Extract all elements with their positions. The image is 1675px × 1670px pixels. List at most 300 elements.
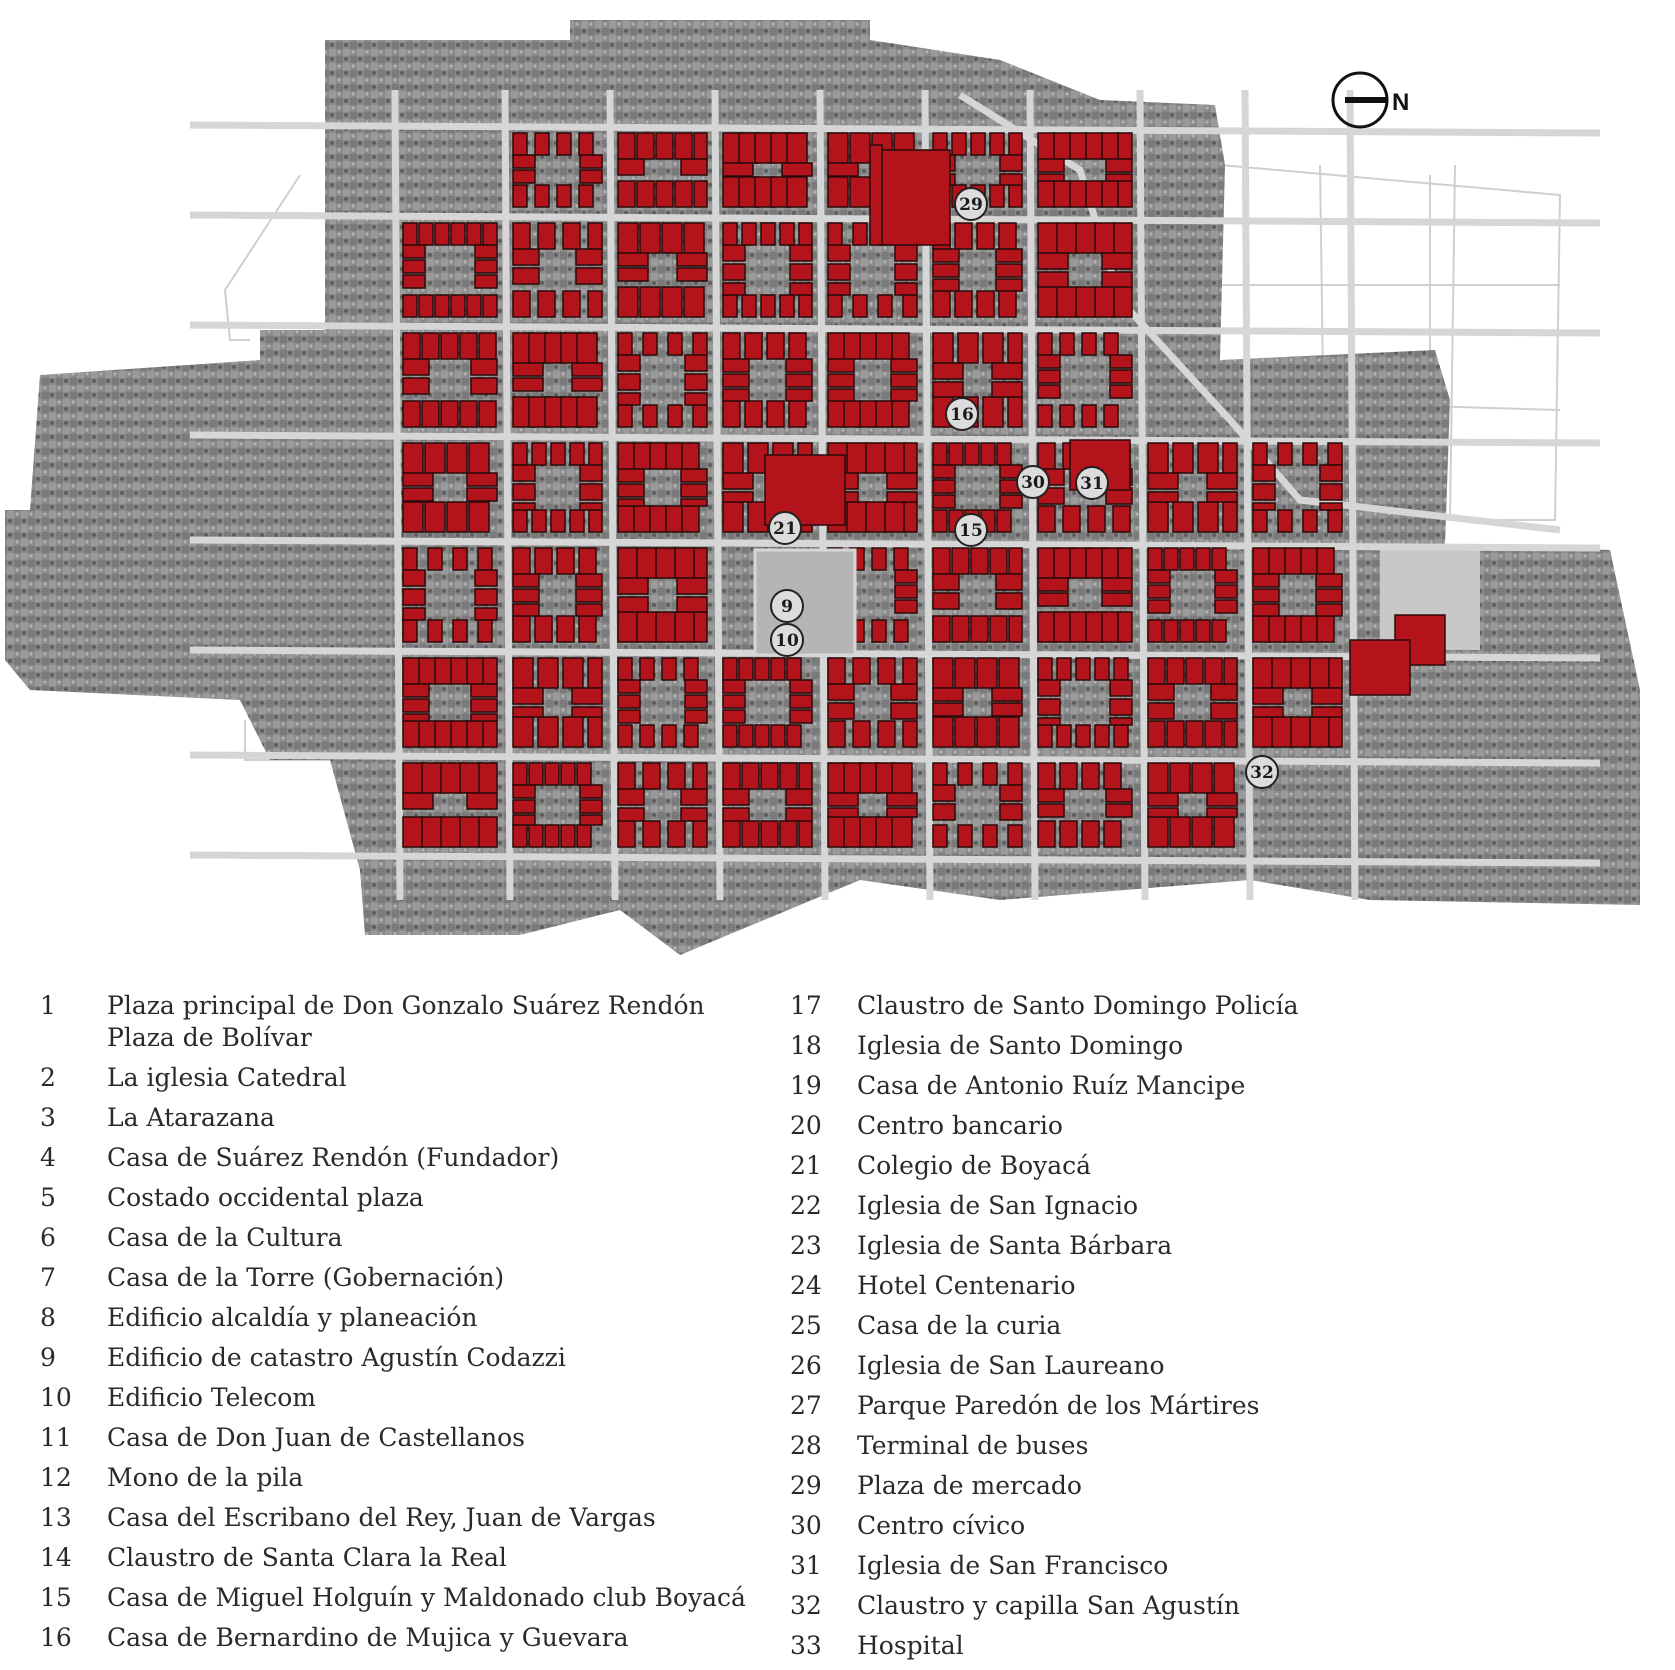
legend-item-number: 9 xyxy=(40,1343,56,1372)
marker-label-30: 30 xyxy=(1021,473,1045,493)
building xyxy=(618,443,635,469)
building xyxy=(1192,763,1212,793)
building xyxy=(618,181,635,207)
building xyxy=(1196,620,1210,642)
legend-item xyxy=(40,1062,760,1094)
building xyxy=(403,548,417,570)
legend-item-number: 27 xyxy=(790,1391,822,1420)
building xyxy=(933,279,959,291)
building xyxy=(618,499,644,506)
building xyxy=(403,620,417,642)
building xyxy=(1285,616,1302,642)
building xyxy=(693,333,707,355)
building xyxy=(723,163,753,176)
building xyxy=(572,363,602,376)
building xyxy=(1110,680,1132,696)
legend-item xyxy=(790,1110,1590,1142)
building xyxy=(983,397,1003,427)
building xyxy=(513,249,539,265)
legend-item-line: Casa de Antonio Ruíz Mancipe xyxy=(857,1071,1246,1100)
building xyxy=(618,612,638,642)
building xyxy=(933,443,947,465)
building xyxy=(891,684,917,700)
building xyxy=(545,763,559,785)
building xyxy=(955,223,972,249)
legend-item-number: 14 xyxy=(40,1543,72,1572)
building xyxy=(460,817,480,847)
building xyxy=(681,499,707,506)
building xyxy=(1057,223,1077,253)
building xyxy=(1038,680,1060,696)
building xyxy=(981,443,995,465)
legend-item xyxy=(40,1422,760,1454)
building xyxy=(828,283,850,295)
building xyxy=(1038,821,1055,847)
building xyxy=(1118,181,1132,207)
building xyxy=(681,789,707,805)
building xyxy=(799,763,812,789)
building xyxy=(1212,620,1226,642)
legend-item-number: 28 xyxy=(790,1431,822,1460)
building xyxy=(577,763,591,785)
building xyxy=(403,333,420,359)
building xyxy=(996,249,1022,262)
building xyxy=(1104,763,1121,789)
building xyxy=(895,600,917,613)
legend-item xyxy=(790,1630,1590,1662)
building xyxy=(513,185,527,207)
building xyxy=(618,680,640,693)
building xyxy=(887,492,917,502)
building xyxy=(694,612,707,642)
legend-item-number: 1 xyxy=(40,991,56,1020)
building xyxy=(780,223,794,245)
building xyxy=(469,443,489,473)
legend-item-line: Plaza de Bolívar xyxy=(107,1023,312,1052)
building xyxy=(579,548,596,574)
building xyxy=(799,223,812,245)
building xyxy=(1114,287,1132,317)
building xyxy=(771,725,785,747)
building xyxy=(1207,808,1237,817)
legend-item xyxy=(40,1222,760,1254)
building xyxy=(1320,484,1342,500)
building xyxy=(1312,707,1342,717)
building xyxy=(435,658,452,684)
building xyxy=(828,223,842,245)
building xyxy=(1148,473,1178,489)
building xyxy=(1253,510,1267,532)
building xyxy=(1070,181,1087,207)
building xyxy=(637,548,657,578)
building xyxy=(755,725,769,747)
building xyxy=(1063,506,1080,532)
building xyxy=(885,502,905,532)
building xyxy=(828,245,850,261)
building xyxy=(513,378,543,391)
building xyxy=(535,185,549,207)
building xyxy=(1148,658,1165,684)
building xyxy=(723,789,749,805)
building xyxy=(1082,763,1099,789)
building xyxy=(618,405,632,427)
building xyxy=(894,548,908,570)
building xyxy=(551,510,565,532)
building xyxy=(891,389,917,401)
building xyxy=(992,382,1022,397)
building xyxy=(1060,821,1077,847)
building xyxy=(694,133,707,159)
building xyxy=(1186,658,1203,684)
building xyxy=(513,574,539,587)
legend-item xyxy=(40,1142,760,1174)
building xyxy=(561,763,575,785)
building xyxy=(475,275,497,288)
building xyxy=(643,763,660,789)
building xyxy=(685,680,707,693)
legend-item-label xyxy=(857,1510,1590,1542)
building xyxy=(850,177,870,207)
building xyxy=(1114,658,1128,680)
building xyxy=(650,506,667,532)
building xyxy=(403,359,429,375)
street xyxy=(715,90,720,900)
building xyxy=(933,616,950,642)
building xyxy=(637,612,657,642)
building xyxy=(618,287,638,317)
building xyxy=(668,405,682,427)
building xyxy=(640,223,660,253)
building xyxy=(577,825,591,847)
building xyxy=(853,658,870,684)
building xyxy=(662,658,676,680)
building xyxy=(1102,253,1132,269)
building xyxy=(643,333,657,355)
building xyxy=(475,570,497,586)
legend-item-label xyxy=(107,1062,760,1094)
building xyxy=(828,793,858,806)
legend-item-number: 24 xyxy=(790,1271,822,1300)
building xyxy=(761,821,778,847)
building xyxy=(958,763,972,785)
legend-item xyxy=(790,1070,1590,1102)
legend-item-line: Casa de la Cultura xyxy=(107,1223,343,1252)
building xyxy=(767,333,784,359)
legend-item-number: 7 xyxy=(40,1263,56,1292)
building xyxy=(761,295,775,317)
marker-label-16: 16 xyxy=(950,405,974,425)
building xyxy=(1272,717,1292,747)
building xyxy=(990,185,1004,207)
legend-item-line: Parque Paredón de los Mártires xyxy=(857,1391,1260,1420)
building xyxy=(684,223,704,253)
building xyxy=(577,397,597,427)
building xyxy=(828,401,845,427)
building xyxy=(662,287,682,317)
building xyxy=(675,181,692,207)
building xyxy=(579,616,596,642)
legend-item-label xyxy=(107,1222,760,1254)
building xyxy=(588,658,602,688)
legend-item xyxy=(40,1262,760,1294)
building xyxy=(1329,717,1342,747)
building xyxy=(1000,155,1022,171)
building xyxy=(1253,465,1275,481)
building xyxy=(933,785,955,801)
building xyxy=(1148,703,1174,719)
building xyxy=(1057,725,1071,747)
building xyxy=(996,593,1022,609)
building xyxy=(1038,699,1060,715)
building xyxy=(580,465,602,481)
legend-item-line: Casa de la curia xyxy=(857,1311,1062,1340)
building xyxy=(643,821,660,847)
building xyxy=(618,469,644,482)
building xyxy=(682,443,699,469)
building xyxy=(447,502,467,532)
building xyxy=(1148,585,1170,598)
building xyxy=(535,133,549,155)
building xyxy=(1095,223,1115,253)
building xyxy=(1038,174,1064,181)
building xyxy=(895,245,917,261)
building xyxy=(682,506,699,532)
building xyxy=(640,658,654,680)
building xyxy=(933,804,955,820)
building xyxy=(403,714,429,721)
building xyxy=(787,177,807,207)
building xyxy=(1104,405,1118,427)
building xyxy=(1148,502,1168,532)
building xyxy=(471,714,497,721)
building xyxy=(668,333,682,355)
building xyxy=(403,260,425,273)
legend-item xyxy=(790,1310,1590,1342)
building xyxy=(557,548,574,574)
building xyxy=(999,717,1019,747)
building xyxy=(789,333,806,359)
building xyxy=(618,253,648,266)
building xyxy=(618,333,632,355)
building xyxy=(1211,684,1237,700)
building xyxy=(997,510,1011,532)
building xyxy=(1170,763,1190,793)
legend-item-label xyxy=(857,1350,1590,1382)
building xyxy=(1291,717,1311,747)
legend-item xyxy=(40,1582,760,1614)
legend-item-line: Claustro y capilla San Agustín xyxy=(857,1591,1240,1620)
building xyxy=(675,133,692,159)
building xyxy=(1310,658,1330,688)
building xyxy=(1148,793,1178,806)
building xyxy=(1148,620,1162,642)
legend-item xyxy=(790,1230,1590,1262)
building xyxy=(933,510,947,532)
building xyxy=(1082,405,1096,427)
building xyxy=(419,658,436,684)
building xyxy=(1038,405,1052,427)
building xyxy=(828,808,858,817)
building xyxy=(1211,703,1237,719)
building xyxy=(589,443,602,465)
legend-item xyxy=(40,1622,760,1654)
building xyxy=(723,401,740,427)
building xyxy=(952,616,969,642)
legend-item-line: Hotel Centenario xyxy=(857,1271,1076,1300)
building xyxy=(1148,721,1165,747)
building xyxy=(513,133,527,155)
building xyxy=(1214,763,1234,793)
building xyxy=(563,223,580,249)
building xyxy=(828,389,854,401)
building xyxy=(952,548,969,574)
building xyxy=(618,597,648,612)
legend-item-label xyxy=(857,1270,1590,1302)
building xyxy=(1095,287,1115,317)
building xyxy=(755,658,769,680)
legend-item-number: 11 xyxy=(40,1423,72,1452)
legend-item-number: 21 xyxy=(790,1151,822,1180)
building xyxy=(787,725,801,747)
building xyxy=(1086,133,1103,159)
building xyxy=(666,443,683,469)
building xyxy=(513,155,535,168)
building xyxy=(483,721,497,747)
building xyxy=(656,548,676,578)
building xyxy=(878,721,895,747)
building xyxy=(513,604,539,616)
building xyxy=(1110,699,1132,715)
building xyxy=(1320,503,1342,510)
building xyxy=(933,703,963,716)
building xyxy=(1205,721,1222,747)
legend-item-number: 31 xyxy=(790,1551,822,1580)
building xyxy=(513,291,530,317)
legend-item xyxy=(40,990,760,1054)
marker-31 xyxy=(1076,467,1108,499)
building xyxy=(403,401,420,427)
building xyxy=(576,574,602,587)
building xyxy=(677,253,707,266)
building xyxy=(876,333,893,359)
building xyxy=(1106,174,1132,181)
building xyxy=(693,405,707,427)
building xyxy=(1110,385,1132,398)
building xyxy=(618,725,632,747)
building xyxy=(1253,443,1267,465)
building xyxy=(545,825,559,847)
building xyxy=(933,574,959,590)
legend-item-label xyxy=(857,990,1590,1022)
building xyxy=(1008,763,1022,785)
building xyxy=(634,506,651,532)
building xyxy=(425,502,445,532)
building xyxy=(1207,492,1237,502)
building xyxy=(694,548,707,578)
building xyxy=(618,789,644,805)
building xyxy=(589,510,602,532)
building xyxy=(471,378,497,394)
building xyxy=(467,793,497,809)
building xyxy=(786,359,812,372)
building xyxy=(1328,443,1342,465)
marker-32 xyxy=(1246,756,1278,788)
building xyxy=(513,589,539,602)
street xyxy=(1140,90,1145,900)
building xyxy=(1223,443,1237,473)
building xyxy=(1303,443,1317,465)
building xyxy=(955,291,972,317)
building xyxy=(513,825,527,847)
building xyxy=(904,443,917,473)
building xyxy=(453,548,467,570)
marker-29 xyxy=(955,188,987,220)
building xyxy=(563,291,580,317)
building xyxy=(576,268,602,284)
north-label: N xyxy=(1392,89,1410,116)
building xyxy=(1106,804,1132,817)
building xyxy=(580,800,602,813)
building xyxy=(977,658,997,688)
building xyxy=(933,465,955,478)
building xyxy=(403,699,429,712)
legend-item-line: Costado occidental plaza xyxy=(107,1183,424,1212)
building xyxy=(990,133,1004,155)
building xyxy=(538,223,555,249)
building xyxy=(1310,717,1330,747)
legend-item-line: Centro cívico xyxy=(857,1511,1026,1540)
building xyxy=(557,616,574,642)
building xyxy=(618,808,644,821)
building xyxy=(892,817,912,847)
legend-item-line: Casa de la Torre (Gobernación) xyxy=(107,1263,505,1292)
building xyxy=(441,817,461,847)
building xyxy=(529,763,543,785)
building xyxy=(471,684,497,697)
building xyxy=(853,295,867,317)
building xyxy=(1253,658,1273,688)
building xyxy=(1057,287,1077,317)
building xyxy=(847,502,867,532)
building xyxy=(787,658,801,680)
marker-label-21: 21 xyxy=(773,519,797,539)
legend-item-label xyxy=(107,1102,760,1134)
legend-item xyxy=(790,1270,1590,1302)
building xyxy=(892,763,912,793)
legend-item-label xyxy=(857,1430,1590,1462)
building xyxy=(640,287,660,317)
building xyxy=(782,163,812,176)
legend-column-right xyxy=(790,990,1590,1670)
building xyxy=(1350,640,1410,695)
building xyxy=(723,264,745,280)
legend-item-line: Iglesia de San Laureano xyxy=(857,1351,1165,1380)
building xyxy=(894,620,908,642)
legend-item-label xyxy=(107,1622,760,1654)
building xyxy=(790,245,812,261)
legend-item-line: Iglesia de San Francisco xyxy=(857,1551,1169,1580)
building xyxy=(723,245,745,261)
building xyxy=(933,249,959,262)
legend-item xyxy=(790,1510,1590,1542)
building xyxy=(1278,443,1292,465)
building xyxy=(828,658,845,684)
building xyxy=(790,283,812,295)
building xyxy=(478,548,492,570)
legend-item-line: Edificio Telecom xyxy=(107,1383,316,1412)
building xyxy=(723,374,749,387)
legend-item-number: 18 xyxy=(790,1031,822,1060)
